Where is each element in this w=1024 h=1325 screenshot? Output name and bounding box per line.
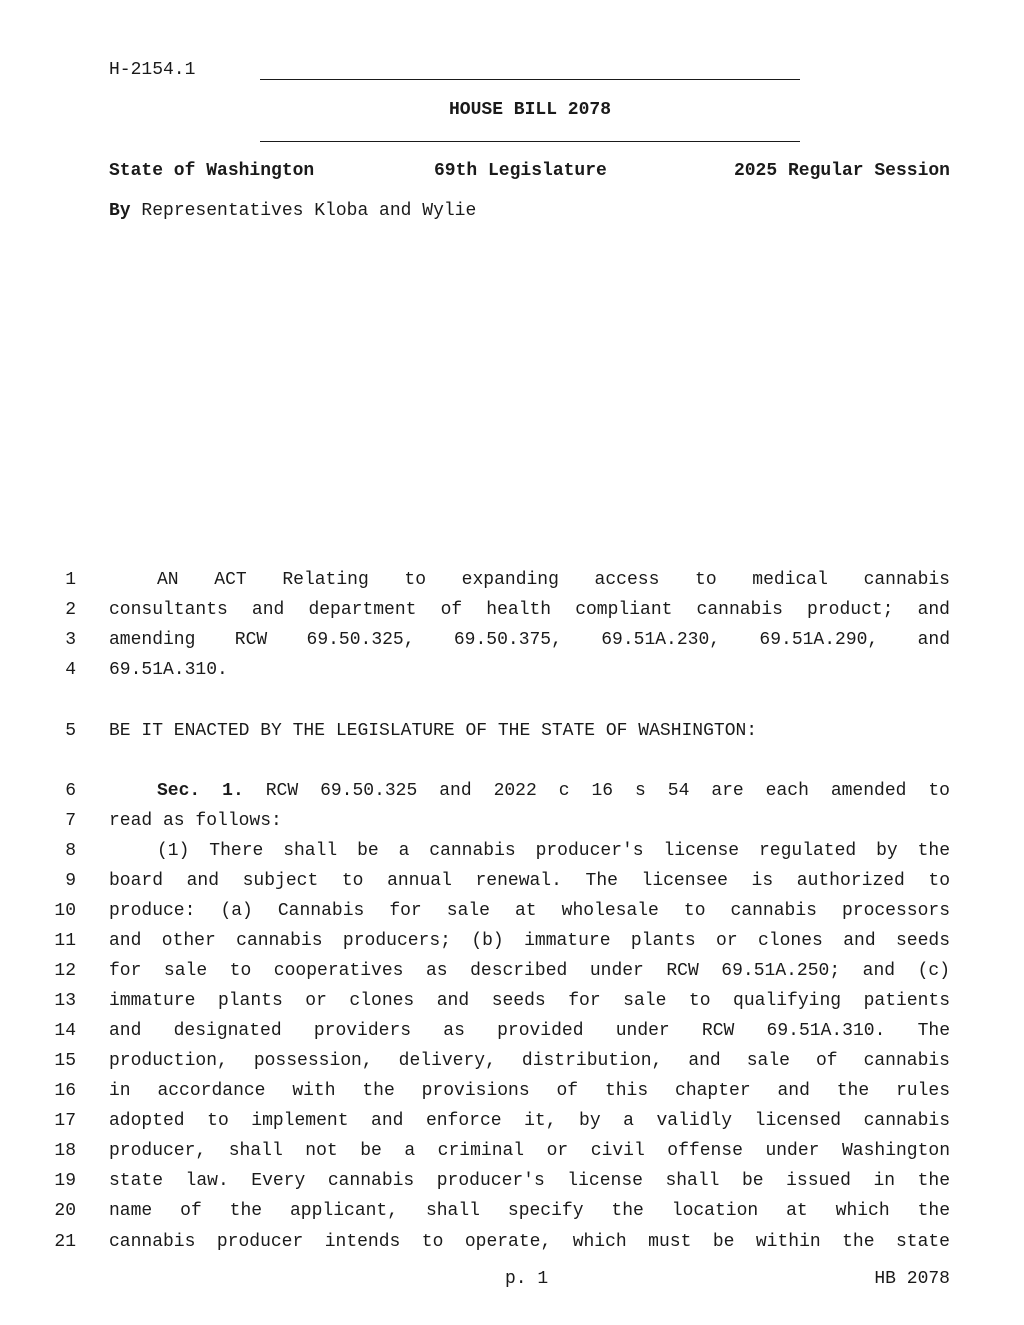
bill-text-line: produce: (a) Cannabis for sale at wholesale to cannabis processors [109,901,950,921]
bill-text-line: consultants and department of health compliant cannabis product; and [109,600,950,620]
line-number: 18 [54,1141,76,1161]
bill-text-line: in accordance with the provisions of this chapter and the rules [109,1081,950,1101]
bill-text-line: (1) There shall be a cannabis producer's license regulated by the [157,841,950,861]
line-number: 11 [54,931,76,951]
document-id: H-2154.1 [109,60,196,80]
footer-bill-ref: HB 2078 [874,1269,950,1289]
section-label: Sec. 1. [157,781,244,801]
bill-text-line: read as follows: [109,811,282,831]
line-number: 9 [65,871,76,891]
bill-title: HOUSE BILL 2078 [448,100,612,120]
bill-text-line [157,781,950,801]
line-number: 16 [54,1081,76,1101]
bill-text-line: for sale to cooperatives as described under RCW 69.51A.250; and (c) [109,961,950,981]
line-number: 3 [65,630,76,650]
title-rule-top [260,79,800,80]
legislature-label: 69th Legislature [434,161,607,181]
line-number: 5 [65,721,76,741]
line-number: 1 [65,570,76,590]
line-number: 8 [65,841,76,861]
bill-text-line: producer, shall not be a criminal or civil offense under Washington [109,1141,950,1161]
line-number: 13 [54,991,76,1011]
state-label: State of Washington [109,161,315,181]
bill-text-line: board and subject to annual renewal. The licensee is authorized to [109,871,950,891]
line-number: 17 [54,1111,76,1131]
line-number: 14 [54,1021,76,1041]
bill-text-line: production, possession, delivery, distribution, and sale of cannabis [109,1051,950,1071]
line-number: 15 [54,1051,76,1071]
line-number: 19 [54,1171,76,1191]
session-label: 2025 Regular Session [733,161,950,181]
bill-text-line: amending RCW 69.50.325, 69.50.375, 69.51A.230, 69.51A.290, and [109,630,950,650]
bill-text-line: immature plants or clones and seeds for sale to qualifying patients [109,991,950,1011]
by-label: By [109,201,131,221]
bill-text-line: AN ACT Relating to expanding access to medical cannabis [157,570,950,590]
line-number: 6 [65,781,76,801]
bill-text-line: BE IT ENACTED BY THE LEGISLATURE OF THE STATE OF WASHINGTON: [109,721,758,741]
title-rule-bottom [260,141,800,142]
bill-text-line: cannabis producer intends to operate, which must be within the state [109,1232,950,1252]
sponsors-line [109,201,476,221]
bill-text-line: adopted to implement and enforce it, by a validly licensed cannabis [109,1111,950,1131]
line-number: 12 [54,961,76,981]
sponsors: Representatives Kloba and Wylie [141,201,477,221]
page-number: p. 1 [505,1269,549,1289]
bill-text-line: and other cannabis producers; (b) immature plants or clones and seeds [109,931,950,951]
line-number: 7 [65,811,76,831]
bill-text-line: state law. Every cannabis producer's license shall be issued in the [109,1171,950,1191]
bill-text-line: 69.51A.310. [109,660,228,680]
line-number: 20 [54,1201,76,1221]
line-number: 4 [65,660,76,680]
line-number: 10 [54,901,76,921]
section-text: RCW 69.50.325 and 2022 c 16 s 54 are each amended to [265,781,950,801]
bill-text-line: and designated providers as provided under RCW 69.51A.310. The [109,1021,950,1041]
bill-text-line: name of the applicant, shall specify the location at which the [109,1201,950,1221]
line-number: 2 [65,600,76,620]
line-number: 21 [54,1232,76,1252]
